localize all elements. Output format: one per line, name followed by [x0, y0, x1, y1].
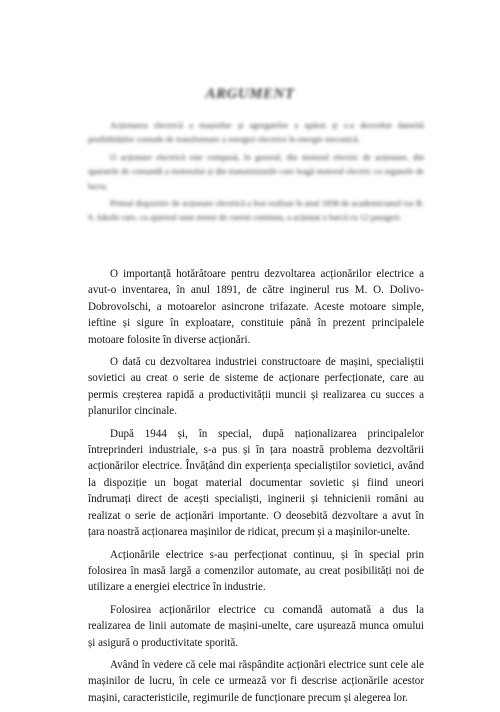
paragraph: Folosirea acționărilor electrice cu comandă automată a dus la realizarea de linii automate de mașini-unelte, care ușurează munca omului și asigură o productivitate sporită. — [88, 603, 424, 649]
blurred-paragraph: O acționare electrică este compusă, în general, din motorul electric de acționare, din aparatele de comandă a motorului și din transmisiunile care leagă motorul electric cu organele de lucru. — [88, 151, 424, 191]
page-title: ARGUMENT — [205, 86, 295, 102]
paragraph: După 1944 și, în special, după naționalizarea principalelor întreprinderi industriale, s-a pus și în țara noastră problema dezvoltării acționărilor electrice. Învățând din experiența specialiștilor sovietici, având la dispoziție un bogat material documentar sovietic și fiind uneori îndrumați direct de acești specialiști, inginerii și tehnicienii români au realizat o serie de acționări importante. O deosebită dezvoltare a avut în țara noastră acționarea mașinilor de ridicat, precum și a mașinilor-unelte. — [88, 427, 424, 539]
paragraph: Având în vedere că cele mai răspândite acționări electrice sunt cele ale mașinilor de lucru, în cele ce urmează vor fi descrise acționările acestor mașini, caracteristicile, regimurile de funcționare precum și alegerea lor. — [88, 658, 424, 704]
paragraph: O dată cu dezvoltarea industriei constructoare de mașini, specialiștii sovietici au creat o serie de sisteme de acționare perfecționate, care au permis creșterea rapidă a productivității muncii și realizarea cu succes a planurilor cincinale. — [88, 356, 424, 418]
blurred-paragraph: Acționarea electrică a mașinilor și agregatelor a apărut și s-a dezvoltat datorită posibilităților comode de transformare a energiei electrice în energie mecanică. — [88, 120, 424, 145]
paragraph: O importanță hotărâtoare pentru dezvoltarea acționărilor electrice a avut-o inventarea, în anul 1891, de către inginerul rus M. O. Dolivo-Dobrovolschi, a motoarelor asincrone trifazate. Aceste motoare simple, ieftine și sigure în exploatare, constituie până în prezent principalele motoare folosite în diverse acționări. — [88, 268, 424, 346]
paragraph: Acționările electrice s-au perfecționat continuu, și în special prin folosirea în masă largă a comenzilor automate, au creat posibilități noi de utilizare a energiei electrice în industrie. — [88, 548, 424, 594]
blurred-intro — [88, 118, 424, 228]
body-text — [88, 266, 424, 712]
blurred-paragraph: Primul dispozitiv de acționare electrică a fost realizat în anul 1838 de academicianul rus B. S. Iakobi care, cu ajutorul unui motor de curent continuu, a acționat o barcă cu 12 pasageri. — [88, 198, 424, 223]
